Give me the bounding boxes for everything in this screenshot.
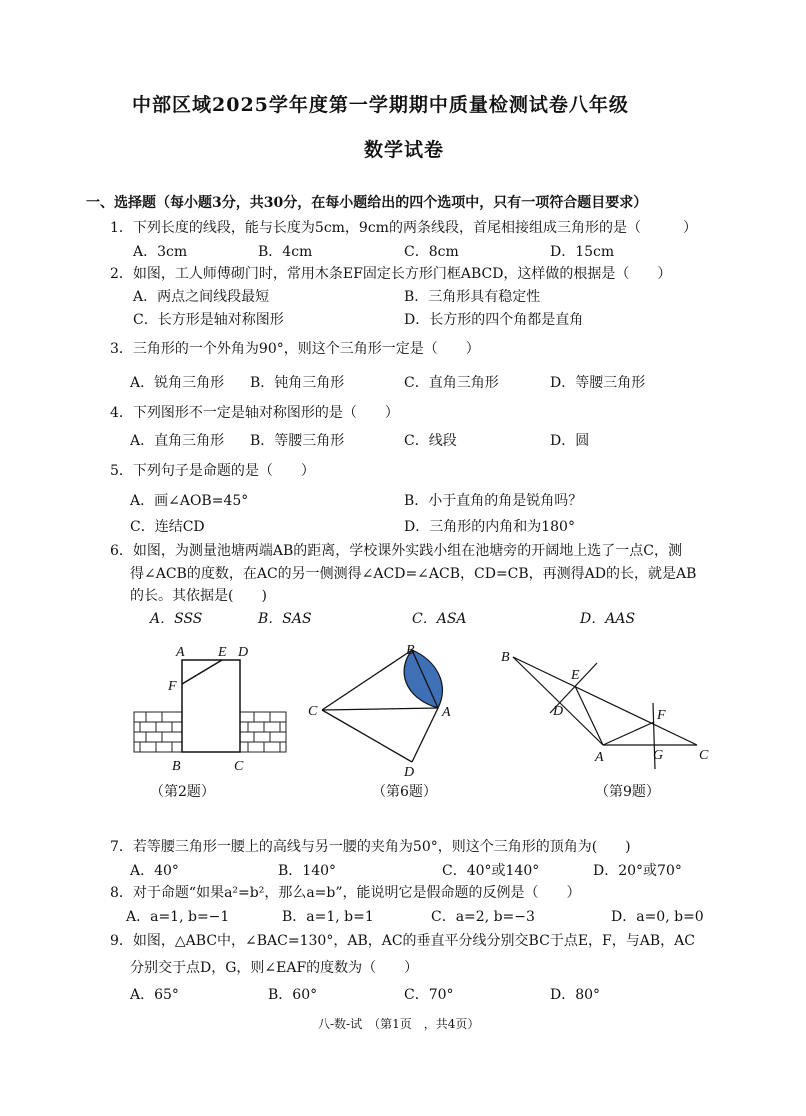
fig9-label-c: C	[699, 748, 709, 763]
question-9-stem-line1: 9．如图，△ABC中，∠BAC=130°，AB，AC的垂直平分线分别交BC于点E，F，与AB，AC	[110, 933, 695, 949]
pond-shape	[404, 650, 442, 708]
side-bc	[513, 657, 697, 745]
q5-option-d: D．三角形的内角和为180°	[404, 519, 575, 535]
exam-title: 中部区域2025学年度第一学期期中质量检测试卷八年级	[132, 94, 629, 116]
question-6-stem-line3: 的长。其依据是( )	[130, 588, 267, 604]
segment-cb	[322, 650, 412, 710]
fig2-label-e: E	[218, 645, 227, 660]
question-6-stem-line2: 得∠ACB的度数，在AC的另一侧测得∠ACD=∠ACB，CD=CB，再测得AD的长，就是AB	[130, 566, 697, 582]
q3-option-b: B．钝角三角形	[250, 375, 345, 391]
q9-option-a: A．65°	[130, 987, 179, 1003]
figure-2-caption: （第2题）	[150, 784, 215, 800]
q4-option-c: C．线段	[404, 433, 457, 449]
page-footer: 八-数-试 （第1页 ，共4页）	[318, 1017, 480, 1031]
question-6-stem-line1: 6．如图，为测量池塘两端AB的距离，学校课外实践小组在池塘旁的开阔地上选了一点C，测	[110, 543, 683, 559]
q4-option-a: A．直角三角形	[130, 433, 225, 449]
segment-ae	[575, 686, 603, 745]
q2-option-d: D．长方形的四个角都是直角	[404, 312, 584, 328]
figure-9-triangle	[495, 645, 715, 775]
q2-option-c: C．长方形是轴对称图形	[133, 312, 284, 328]
exam-subtitle: 数学试卷	[364, 139, 445, 161]
fig2-label-b: B	[172, 759, 181, 774]
fig9-label-e: E	[571, 668, 580, 683]
q2-option-b: B．三角形具有稳定性	[404, 289, 541, 305]
question-8-stem: 8．对于命题“如果a²=b²，那么a=b”，能说明它是假命题的反例是（ ）	[110, 885, 581, 901]
q3-option-a: A．锐角三角形	[130, 375, 225, 391]
figure-2-door-frame	[130, 640, 290, 775]
q6-option-c: C．ASA	[412, 611, 467, 627]
fig6-label-d: D	[404, 765, 415, 780]
segment-ad	[412, 708, 438, 762]
q9-option-b: B．60°	[268, 987, 318, 1003]
q8-option-a: A．a=1, b=−1	[126, 909, 230, 925]
q9-option-c: C．70°	[404, 987, 454, 1003]
door-frame-abcd	[182, 660, 240, 752]
q9-option-d: D．80°	[550, 987, 601, 1003]
q1-option-b: B．4cm	[258, 244, 313, 260]
q7-option-d: D．20°或70°	[593, 863, 682, 879]
q6-option-a: A．SSS	[150, 611, 203, 627]
question-1-stem: 1．下列长度的线段，能与长度为5cm，9cm的两条线段，首尾相接组成三角形的是（ ）	[110, 220, 697, 236]
q7-option-c: C．40°或140°	[442, 863, 540, 879]
fig9-label-g: G	[653, 748, 664, 763]
segment-cd	[322, 710, 412, 762]
q4-option-b: B．等腰三角形	[250, 433, 345, 449]
q1-option-d: D．15cm	[550, 244, 615, 260]
q5-option-a: A．画∠AOB=45°	[130, 493, 249, 509]
q8-option-b: B．a=1, b=1	[282, 909, 374, 925]
q2-option-a: A．两点之间线段最短	[133, 289, 270, 305]
question-7-stem: 7．若等腰三角形一腰上的高线与另一腰的夹角为50°，则这个三角形的顶角为( )	[110, 839, 631, 855]
figure-9-caption: （第9题）	[595, 784, 660, 800]
q4-option-d: D．圆	[550, 433, 590, 449]
q7-option-a: A．40°	[130, 863, 179, 879]
fig2-label-a: A	[176, 645, 185, 660]
question-9-stem-line2: 分别交于点D，G，则∠EAF的度数为（ ）	[130, 960, 419, 976]
q1-option-c: C．8cm	[404, 244, 459, 260]
figure-6-caption: （第6题）	[372, 784, 437, 800]
q6-option-d: D．AAS	[580, 611, 636, 627]
fig9-label-a: A	[595, 750, 604, 765]
brick-wall-right	[240, 712, 286, 752]
q6-option-b: B．SAS	[258, 611, 312, 627]
fig2-label-d: D	[238, 645, 249, 660]
q3-option-d: D．等腰三角形	[550, 375, 646, 391]
q1-option-a: A．3cm	[133, 244, 188, 260]
q8-option-c: C．a=2, b=−3	[431, 909, 535, 925]
section-heading: 一、选择题（每小题3分，共30分，在每小题给出的四个选项中，只有一项符合题目要求）	[86, 195, 648, 211]
question-5-stem: 5．下列句子是命题的是（ ）	[110, 463, 315, 479]
q7-option-b: B．140°	[278, 863, 337, 879]
question-2-stem: 2．如图，工人师傅砌门时，常用木条EF固定长方形门框ABCD，这样做的根据是（ ）	[110, 266, 672, 282]
fig9-label-b: B	[501, 650, 510, 665]
q8-option-d: D．a=0, b=0	[611, 909, 704, 925]
fig6-label-c: C	[308, 704, 318, 719]
fig9-label-f: F	[657, 708, 666, 723]
q3-option-c: C．直角三角形	[404, 375, 499, 391]
fig2-label-c: C	[234, 759, 244, 774]
fig9-label-d: D	[553, 704, 564, 719]
fig6-label-a: A	[442, 705, 451, 720]
question-3-stem: 3．三角形的一个外角为90°，则这个三角形一定是（ ）	[110, 341, 480, 357]
segment-af	[603, 722, 654, 745]
segment-ca	[322, 708, 438, 710]
brick-wall-left	[134, 712, 182, 752]
fig6-label-b: B	[406, 643, 415, 658]
question-4-stem: 4．下列图形不一定是轴对称图形的是（ ）	[110, 405, 399, 421]
figure-6-pond	[300, 640, 470, 780]
fig2-label-f: F	[168, 679, 177, 694]
q5-option-b: B．小于直角的角是锐角吗？	[404, 493, 583, 509]
q5-option-c: C．连结CD	[130, 519, 205, 535]
